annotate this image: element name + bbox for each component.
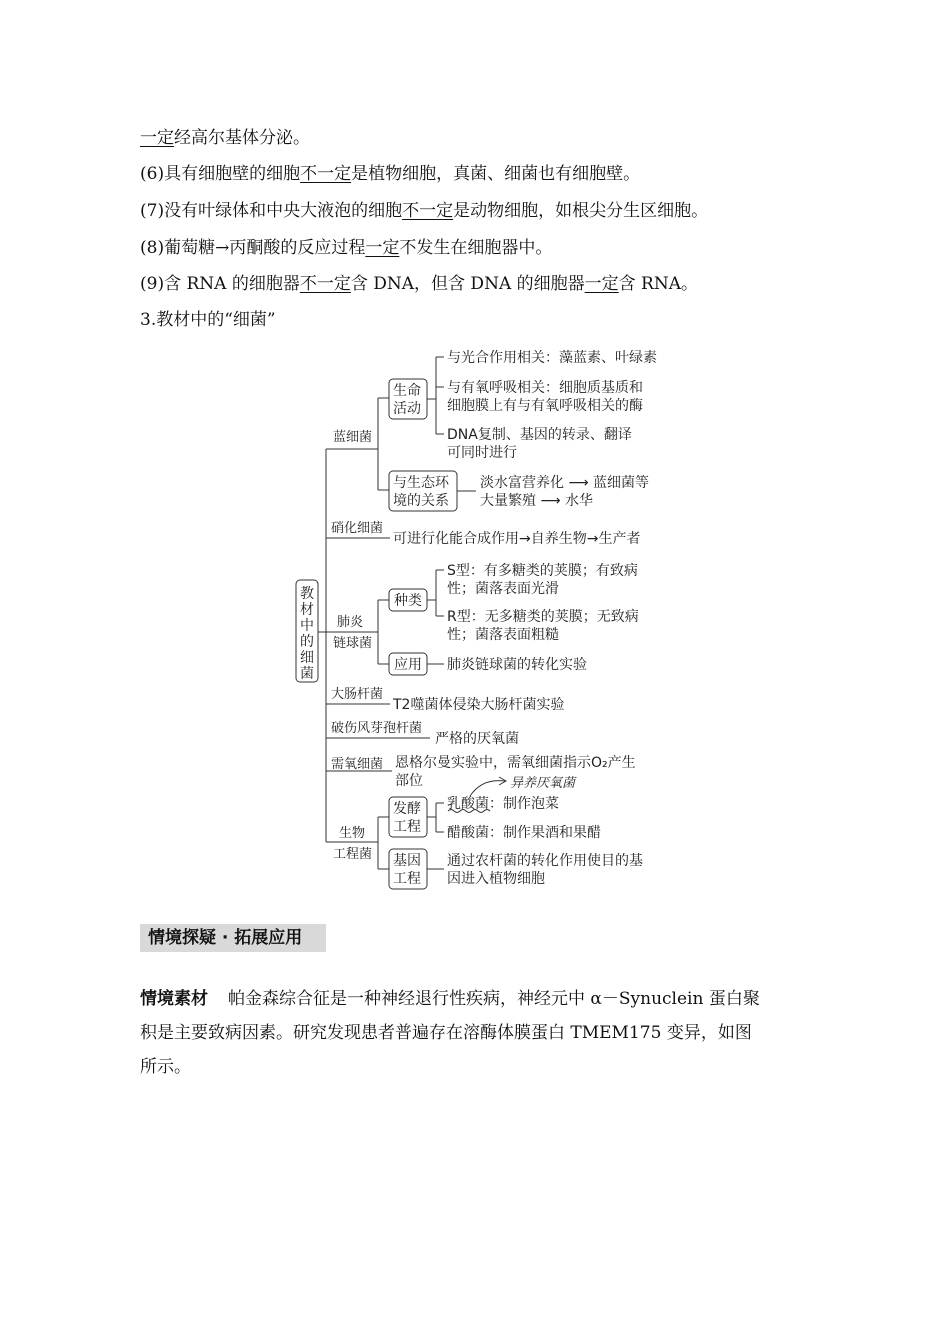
label-bioeng-1: 生物 xyxy=(339,826,366,841)
gene-box-label-1: 基因 xyxy=(393,853,421,869)
eco-box-label-1: 与生态环 xyxy=(393,475,449,491)
ferment-box-label-2: 工程 xyxy=(393,819,421,835)
label-tetanus: 破伤风芽孢杆菌 xyxy=(331,721,423,736)
underlined-text: 一定 xyxy=(140,128,174,148)
type-s-1: S型：有多糖类的荚膜；有致病 xyxy=(447,563,638,579)
text-segment: 不发生在细胞器中。 xyxy=(399,238,553,258)
section-title: 情境探疑 · 拓展应用 xyxy=(140,924,326,952)
type-r-2: 性；菌落表面粗糙 xyxy=(447,627,559,643)
text-segment: 含 RNA。 xyxy=(618,274,698,294)
label-cyanobacteria: 蓝细菌 xyxy=(333,430,373,445)
type-r-1: R型：无多糖类的荚膜；无致病 xyxy=(447,609,639,625)
gene-text-1: 通过农杆菌的转化作用使目的基 xyxy=(447,853,643,869)
root-label-char: 细 xyxy=(300,650,314,666)
eco-box-label-2: 境的关系 xyxy=(393,493,449,509)
text-segment: (8)葡萄糖→丙酮酸的反应过程 xyxy=(140,238,366,258)
aerobic-text-2: 部位 xyxy=(395,773,423,789)
life-box-label-2: 活动 xyxy=(393,401,421,417)
aerobic-text-1: 恩格尔曼实验中，需氧细菌指示O₂产生 xyxy=(395,755,636,771)
text-segment: 是植物细胞，真菌、细菌也有细胞壁。 xyxy=(351,164,641,184)
underlined-text: 不一定 xyxy=(299,274,351,294)
use-text: 肺炎链球菌的转化实验 xyxy=(447,657,587,673)
label-pneumococcus-2: 链球菌 xyxy=(333,636,373,651)
root-label-char: 菌 xyxy=(300,666,314,682)
text-segment: 经高尔基体分泌。 xyxy=(174,128,310,148)
root-label-char: 教 xyxy=(300,586,314,602)
types-box-label: 种类 xyxy=(394,593,422,609)
tetanus-text: 严格的厌氧菌 xyxy=(435,731,519,747)
text-segment: 含 DNA，但含 DNA 的细胞器 xyxy=(350,274,585,294)
material-paragraph xyxy=(140,982,812,1084)
label-pneumococcus-1: 肺炎 xyxy=(337,615,364,630)
annotation-heterotrophic-anaerobic: 异养厌氧菌 xyxy=(510,776,576,791)
root-label-char: 中 xyxy=(300,618,314,634)
life-item-dna-1: DNA复制、基因的转录、翻译 xyxy=(447,427,632,443)
underlined-text: 不一定 xyxy=(402,201,454,221)
label-aerobic: 需氧细菌 xyxy=(331,757,384,772)
gene-box-label-2: 工程 xyxy=(393,871,421,887)
nitrifying-text: 可进行化能合成作用→自养生物→生产者 xyxy=(393,531,641,547)
underlined-text: 一定 xyxy=(584,274,619,294)
life-item-respiration-2: 细胞膜上有与有氧呼吸相关的酶 xyxy=(447,398,643,414)
label-bioeng-2: 工程菌 xyxy=(333,847,373,862)
life-item-dna-2: 可同时进行 xyxy=(447,445,517,461)
text-segment: 3.教材中的“细菌” xyxy=(140,310,276,330)
underlined-text: 不一定 xyxy=(300,164,352,184)
use-box-label: 应用 xyxy=(394,657,422,673)
life-item-photosynthesis: 与光合作用相关：藻蓝素、叶绿素 xyxy=(447,350,657,366)
gene-text-2: 因进入植物细胞 xyxy=(447,871,545,887)
type-s-2: 性；菌落表面光滑 xyxy=(447,581,559,597)
eco-text-2: 大量繁殖 ⟶ 水华 xyxy=(480,493,593,509)
root-label-char: 的 xyxy=(300,634,314,650)
material-line-3: 所示。 xyxy=(140,1057,191,1077)
label-ecoli: 大肠杆菌 xyxy=(331,687,384,702)
material-line-2: 积是主要致病因素。研究发现患者普遍存在溶酶体膜蛋白 TMEM175 变异，如图 xyxy=(140,1023,752,1043)
root-label xyxy=(300,585,314,682)
text-segment: (6)具有细胞壁的细胞 xyxy=(140,164,301,184)
underlined-text: 一定 xyxy=(365,238,400,258)
life-box-label-1: 生命 xyxy=(393,383,421,399)
ferment-item-acetic: 醋酸菌：制作果酒和果醋 xyxy=(447,825,601,841)
text-segment: (7)没有叶绿体和中央大液泡的细胞 xyxy=(140,201,403,221)
eco-text-1: 淡水富营养化 ⟶ 蓝细菌等 xyxy=(480,475,649,491)
text-segment: (9)含 RNA 的细胞器 xyxy=(140,274,300,294)
text-segment: 是动物细胞，如根尖分生区细胞。 xyxy=(453,201,709,221)
label-nitrifying: 硝化细菌 xyxy=(331,521,384,536)
life-item-respiration-1: 与有氧呼吸相关：细胞质基质和 xyxy=(447,380,643,396)
material-label: 情境素材 xyxy=(140,989,208,1009)
ferment-box-label-1: 发酵 xyxy=(393,801,421,817)
root-label-char: 材 xyxy=(300,602,314,618)
material-line-1: 情境素材 帕金森综合征是一种神经退行性疾病，神经元中 α－Synuclein 蛋白聚 xyxy=(140,989,760,1009)
ferment-item-lactic: 乳酸菌：制作泡菜 xyxy=(447,796,559,812)
ecoli-text: T2噬菌体侵染大肠杆菌实验 xyxy=(393,697,565,713)
